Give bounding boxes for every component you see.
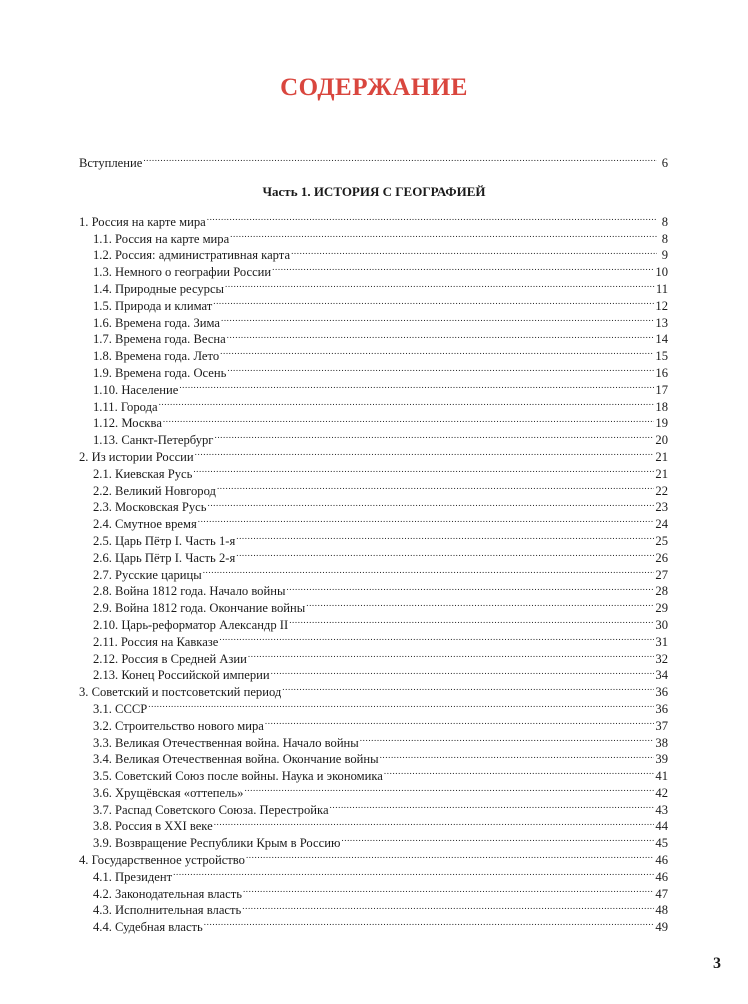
toc-entry-page: 46 [655,853,668,868]
toc-entry-label: 3.9. Возвращение Республики Крым в Россию [93,836,341,851]
toc-list [79,209,668,935]
toc-entry-label: 3.1. СССР [93,701,148,716]
toc-entry-page: 24 [655,517,668,532]
toc-entry-page: 6 [661,155,668,170]
toc-entry-page: 10 [655,265,668,280]
toc-entry[interactable] [79,209,668,229]
toc-entry-label: 3.2. Строительство нового мира [93,718,264,733]
dot-leader [246,847,654,864]
dot-leader [244,780,654,797]
toc-entry[interactable] [79,713,668,733]
toc-entry-label: 3.5. Советский Союз после войны. Наука и экономика [93,769,383,784]
dot-leader [227,327,655,344]
dot-leader [214,427,654,444]
toc-entry[interactable] [79,411,668,431]
dot-leader [225,276,655,293]
dot-leader [217,478,654,495]
toc-entry-label: 3. Советский и постсоветский период [79,685,282,700]
toc-entry-label: 1.11. Города [93,399,158,414]
toc-entry-page: 17 [655,382,668,397]
toc-entry-label: 2.8. Война 1812 года. Начало войны [93,584,286,599]
dot-leader [306,595,654,612]
dot-leader [291,243,657,260]
toc-entry-page: 34 [655,668,668,683]
toc-entry-label: Вступление [79,155,143,170]
toc-entry-label: 2.12. Россия в Средней Азии [93,651,247,666]
part-heading: Часть 1. ИСТОРИЯ С ГЕОГРАФИЕЙ [262,184,486,199]
dot-leader [243,881,654,898]
dot-leader [330,797,655,814]
toc-entry[interactable] [79,427,668,448]
toc-entry-label: 2.2. Великий Новгород [93,483,216,498]
toc-entry-page: 38 [655,735,668,750]
toc-entry-label: 2.10. Царь-реформатор Александр II [93,617,289,632]
toc-entry-page: 20 [655,433,668,448]
toc-entry-page: 27 [655,567,668,582]
toc-entry-page: 30 [655,617,668,632]
toc-entry-page: 25 [655,533,668,548]
dot-leader [203,562,655,579]
dot-leader [236,528,654,545]
dot-leader [341,830,654,847]
dot-leader [143,150,657,167]
dot-leader [221,310,654,327]
toc-entry-page: 22 [655,483,668,498]
dot-leader [163,411,654,428]
dot-leader [179,377,654,394]
dot-leader [289,612,654,629]
toc-entry-label: 1.10. Население [93,382,179,397]
dot-leader [227,360,654,377]
dot-leader [265,713,655,730]
dot-leader [236,545,654,562]
dot-leader [207,209,657,226]
toc-entry-label: 1.3. Немного о географии России [93,265,272,280]
dot-leader [282,679,654,696]
toc-entry-label: 1.9. Времена года. Осень [93,365,227,380]
toc-entry-label: 1.8. Времена года. Лето [93,349,220,364]
toc-entry-page: 13 [655,315,668,330]
dot-leader [230,226,657,243]
toc-entry-label: 1.13. Санкт-Петербург [93,433,214,448]
toc-entry-page: 12 [655,298,668,313]
toc-entry-page: 21 [655,449,668,464]
toc-entry-label: 4.3. Исполнительная власть [93,903,242,918]
toc-entry-label: 2.1. Киевская Русь [93,466,193,481]
toc-entry-label: 2.13. Конец Российской империи [93,668,270,683]
toc-entry-page: 19 [655,416,668,431]
toc-entry-label: 1.4. Природные ресурсы [93,281,225,296]
toc-entry-label: 3.8. Россия в XXI веке [93,819,213,834]
toc-entry-label: 2.6. Царь Пётр I. Часть 2-я [93,550,236,565]
toc-entry-page: 36 [655,701,668,716]
toc-entry-label: 1.7. Времена года. Весна [93,332,226,347]
toc-entry-label: 2.9. Война 1812 года. Окончание войны [93,601,306,616]
toc-entry-label: 1.5. Природа и климат [93,298,213,313]
dot-leader [159,394,655,411]
toc-entry[interactable] [79,394,668,414]
toc-entry-page: 26 [655,550,668,565]
toc-entry-label: 3.6. Хрущёвская «оттепель» [93,785,244,800]
toc-entry-label: 1.2. Россия: административная карта [93,248,291,263]
toc-entry-label: 4.4. Судебная власть [93,920,203,935]
toc-entry-label: 1. Россия на карте мира [79,214,206,229]
toc-entry-page: 18 [655,399,668,414]
dot-leader [193,461,654,478]
toc-entry-label: 2.3. Московская Русь [93,500,207,515]
toc-entry-page: 15 [655,349,668,364]
toc-entry-page: 43 [655,802,668,817]
toc-entry-label: 1.1. Россия на карте мира [93,231,230,246]
toc-entry-page: 47 [655,886,668,901]
toc-entry-label: 2. Из истории России [79,449,194,464]
page-number: 3 [713,955,721,972]
toc-entry-page: 46 [655,869,668,884]
toc-entry-label: 4.2. Законодательная власть [93,886,242,901]
toc-entry-page: 36 [655,685,668,700]
toc-entry-page: 11 [655,281,668,296]
toc-entry[interactable] [79,696,668,716]
dot-leader [204,914,655,931]
toc-entry-label: 3.7. Распад Советского Союза. Перестройка [93,802,329,817]
dot-leader [198,511,655,528]
toc-entry-label: 1.6. Времена года. Зима [93,315,220,330]
dot-leader [272,259,654,276]
toc-entry-page: 42 [655,785,668,800]
toc-entry-page: 45 [655,836,668,851]
dot-leader [207,495,654,512]
toc-entry-page: 29 [655,601,668,616]
toc-entry-label: 2.11. Россия на Кавказе [93,634,219,649]
dot-leader [173,864,654,881]
toc-entry-label: 2.4. Смутное время [93,517,197,532]
dot-leader [242,898,654,915]
dot-leader [248,646,655,663]
toc-entry-page: 41 [655,769,668,784]
dot-leader [286,579,654,596]
dot-leader [220,343,654,360]
toc-entry-label: 1.12. Москва [93,416,162,431]
toc-entry-page: 28 [655,584,668,599]
dot-leader [380,747,655,764]
dot-leader [214,814,655,831]
toc-entry-label: 2.7. Русские царицы [93,567,202,582]
toc-entry-page: 21 [655,466,668,481]
dot-leader [271,663,655,680]
dot-leader [195,444,655,461]
toc-entry-page: 8 [661,231,668,246]
toc-entry-page: 31 [655,634,668,649]
toc-entry-page: 37 [655,718,668,733]
dot-leader [384,763,655,780]
toc-entry-label: 4.1. Президент [93,869,173,884]
toc-entry-page: 32 [655,651,668,666]
toc-entry-label: 2.5. Царь Пётр I. Часть 1-я [93,533,236,548]
toc-entry-page: 49 [655,920,668,935]
toc-entry-page: 14 [655,332,668,347]
toc-entry-intro[interactable] [79,150,668,170]
toc-entry-page: 39 [655,752,668,767]
dot-leader [213,293,654,310]
dot-leader [360,730,655,747]
dot-leader [219,629,654,646]
toc-entry-page: 23 [655,500,668,515]
toc-entry-label: 3.4. Великая Отечественная война. Окончание войны [93,752,379,767]
toc-entry-page: 9 [661,248,668,263]
toc-entry-page: 48 [655,903,668,918]
toc-entry-page: 16 [655,365,668,380]
toc-entry-page: 44 [655,819,668,834]
dot-leader [148,696,654,713]
page-title: СОДЕРЖАНИЕ [280,74,468,101]
toc-entry-label: 4. Государственное устройство [79,853,245,868]
toc-entry-label: 3.3. Великая Отечественная война. Начало войны [93,735,359,750]
toc-entry-page: 8 [661,214,668,229]
